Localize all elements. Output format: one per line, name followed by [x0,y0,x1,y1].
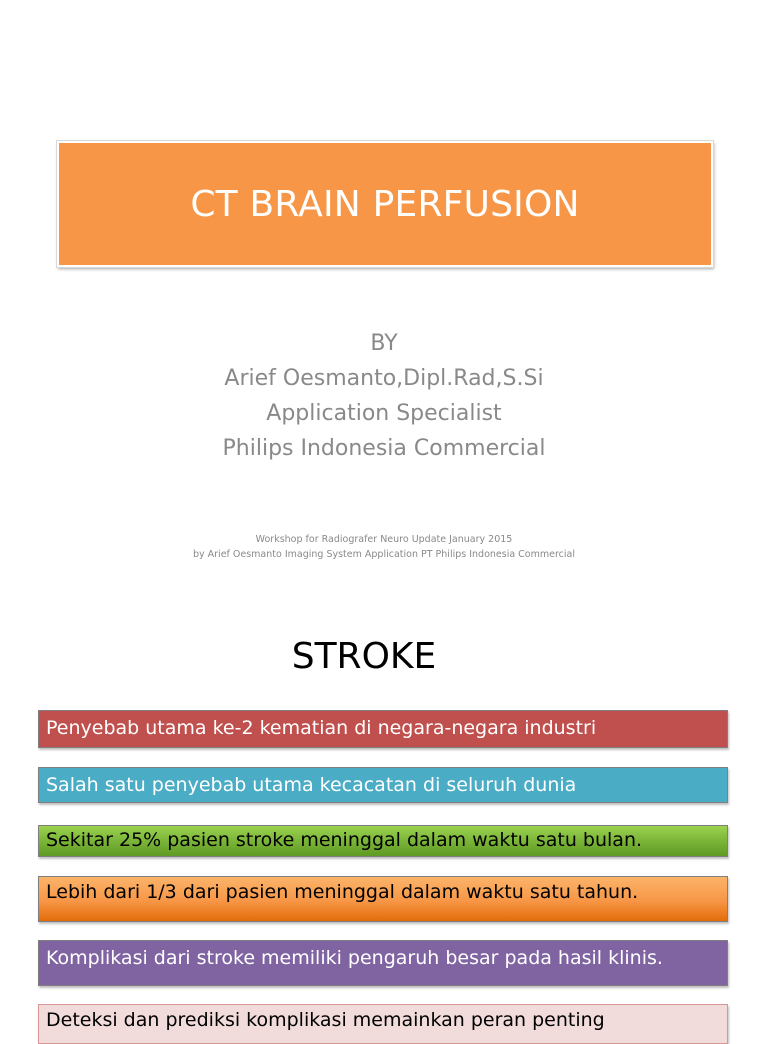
author-role: Application Specialist [266,401,502,426]
author-company: Philips Indonesia Commercial [222,436,546,461]
bullet-box: Deteksi dan prediksi komplikasi memainkan peran penting [38,1004,728,1044]
title-banner [57,141,713,267]
bullet-box: Sekitar 25% pasien stroke meninggal dalam waktu satu bulan. [38,825,728,857]
slide-title-text: CT BRAIN PERFUSION [190,183,580,225]
author-block [0,326,768,466]
bullet-box: Komplikasi dari stroke memiliki pengaruh besar pada hasil klinis. [38,940,728,986]
slide-stroke [0,590,768,1031]
footnote-line-credit: by Arief Oesmanto Imaging System Application PT Philips Indonesia Commercial [192,549,575,560]
bullet-box: Lebih dari 1/3 dari pasien meninggal dalam waktu satu tahun. [38,876,728,922]
author-by: BY [370,331,398,356]
bullet-box: Salah satu penyebab utama kecacatan di seluruh dunia [38,767,728,803]
footnote [0,532,768,562]
bullet-box: Penyebab utama ke-2 kematian di negara-negara industri [38,710,728,748]
footnote-line-event: Workshop for Radiografer Neuro Update January 2015 [255,534,513,545]
slide-title-text: STROKE [291,636,437,677]
author-name: Arief Oesmanto,Dipl.Rad,S.Si [224,366,544,391]
